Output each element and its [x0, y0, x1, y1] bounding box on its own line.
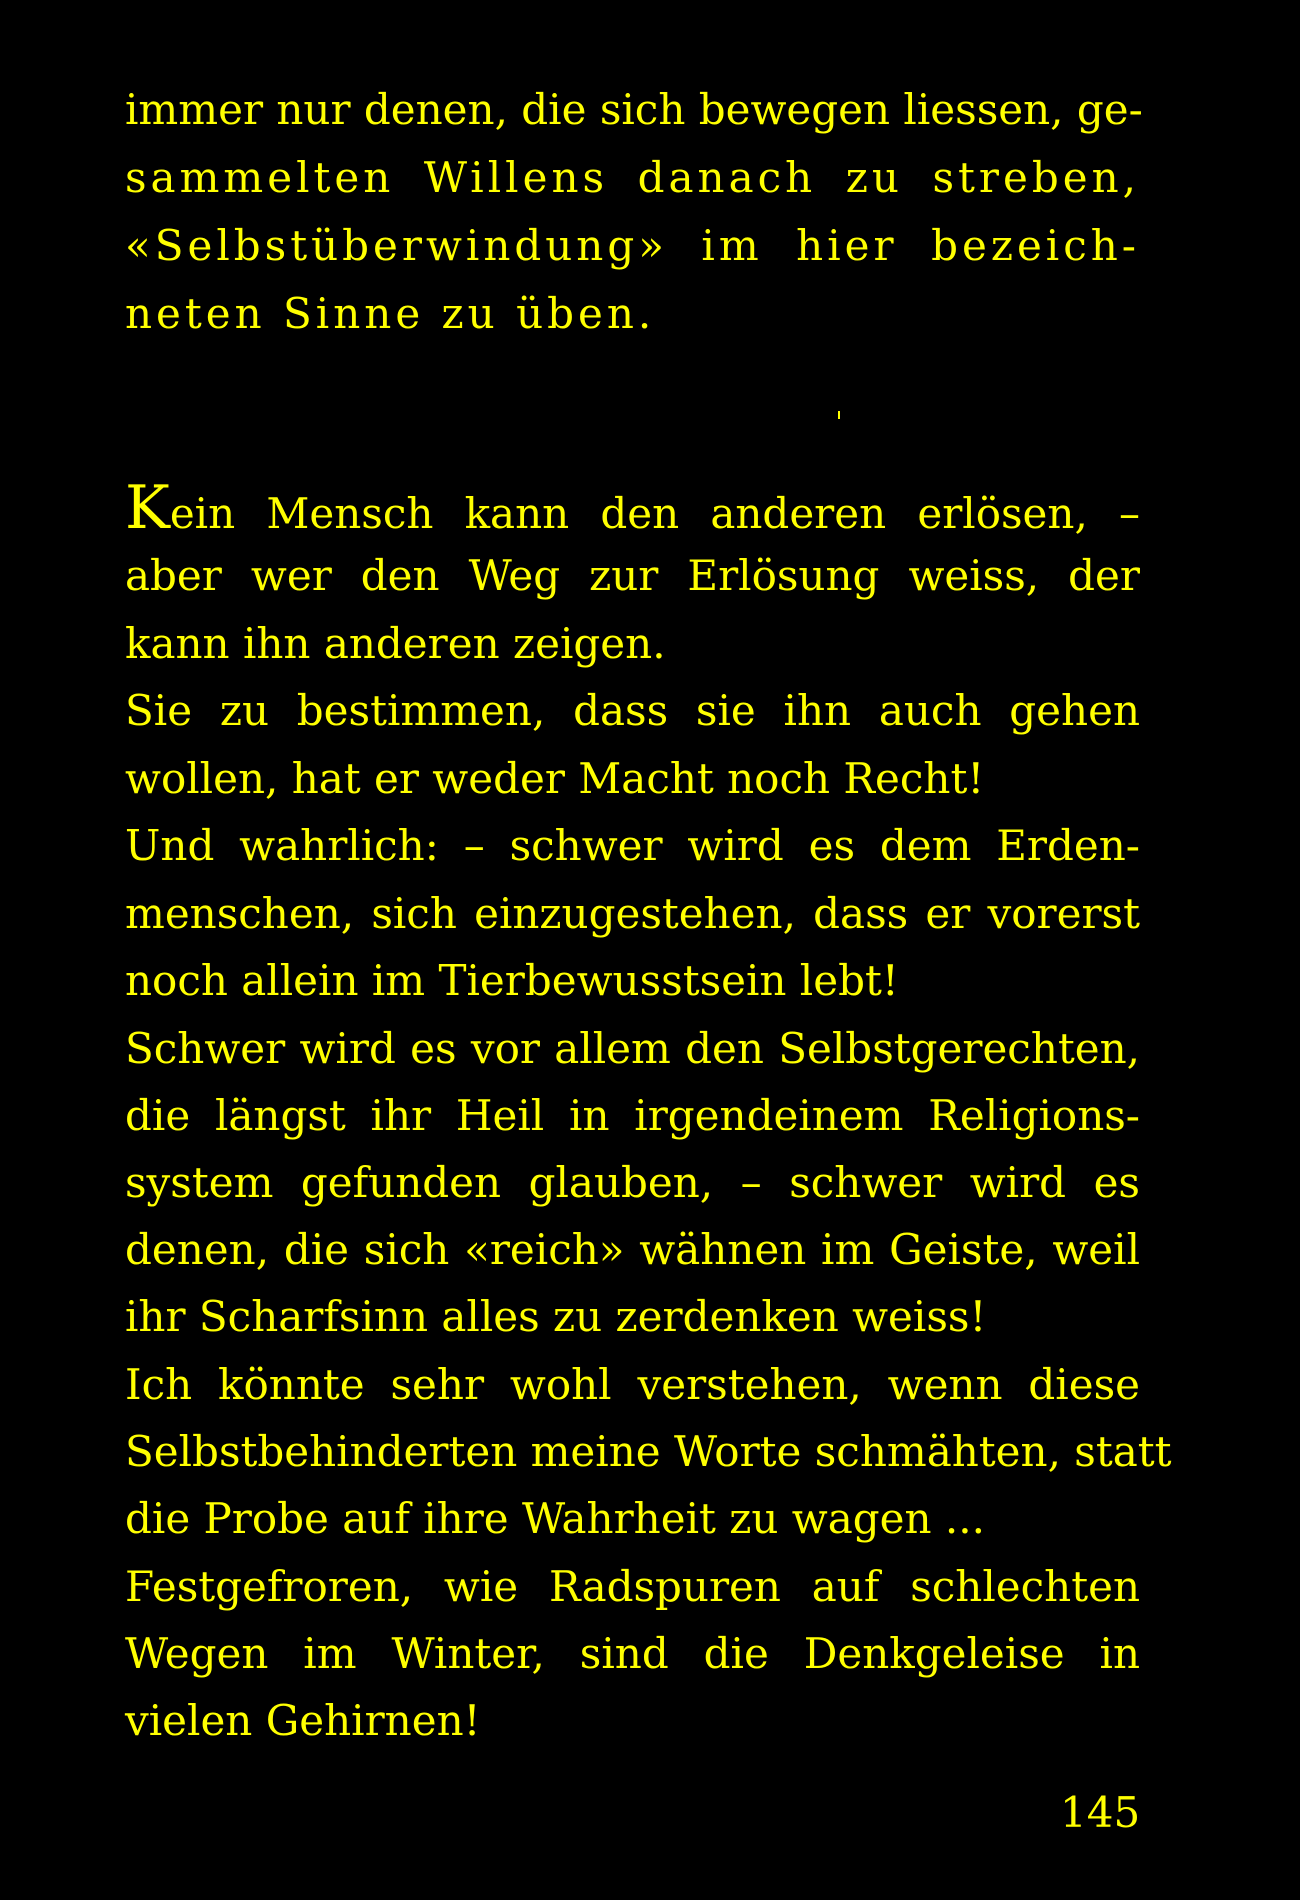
book-page — [125, 85, 1172, 1895]
text-line: Und wahrlich: – schwer wird es dem Erden- — [125, 821, 1140, 870]
text-line: kann ihn anderen zeigen. — [125, 619, 666, 668]
text-line: vielen Gehirnen! — [125, 1696, 481, 1745]
text-line: «Selbstüberwindung» im hier bezeich- — [125, 221, 1140, 270]
text-line: system gefunden glauben, – schwer wird es — [125, 1158, 1140, 1207]
text-line: noch allein im Tierbewusstsein lebt! — [125, 956, 899, 1005]
text-line: die Probe auf ihre Wahrheit zu wagen ... — [125, 1494, 985, 1543]
text-line: menschen, sich einzugestehen, dass er vorerst — [125, 889, 1140, 938]
text-line: die längst ihr Heil in irgendeinem Religions- — [125, 1091, 1140, 1140]
text-line-with-dropcap — [125, 473, 1140, 543]
text-line: Selbstbehinderten meine Worte schmähten, statt — [125, 1427, 1172, 1476]
dropcap-letter: K — [125, 473, 170, 543]
text-line: sammelten Willens danach zu streben, — [125, 153, 1140, 202]
text-line: wollen, hat er weder Macht noch Recht! — [125, 754, 985, 803]
text-line: Festgefroren, wie Radspuren auf schlechten — [125, 1562, 1140, 1611]
text-line: Sie zu bestimmen, dass sie ihn auch gehen — [125, 686, 1140, 735]
text-line: neten Sinne zu üben. — [125, 289, 656, 338]
text-line: aber wer den Weg zur Erlösung weiss, der — [125, 551, 1140, 600]
text-line: Schwer wird es vor allem den Selbstgerechten, — [125, 1024, 1140, 1073]
text-line: Ich könnte sehr wohl verstehen, wenn diese — [125, 1360, 1140, 1409]
text-line: ihr Scharfsinn alles zu zerdenken weiss! — [125, 1292, 987, 1341]
text-line: Wegen im Winter, sind die Denkgeleise in — [125, 1629, 1140, 1678]
text-line: ein Mensch kann den anderen erlösen, – — [169, 489, 1140, 538]
text-line: denen, die sich «reich» wähnen im Geiste, weil — [125, 1225, 1140, 1274]
stray-mark — [838, 411, 840, 419]
text-line: immer nur denen, die sich bewegen liessen, ge- — [125, 85, 1143, 134]
page-number: 145 — [1060, 1788, 1141, 1837]
